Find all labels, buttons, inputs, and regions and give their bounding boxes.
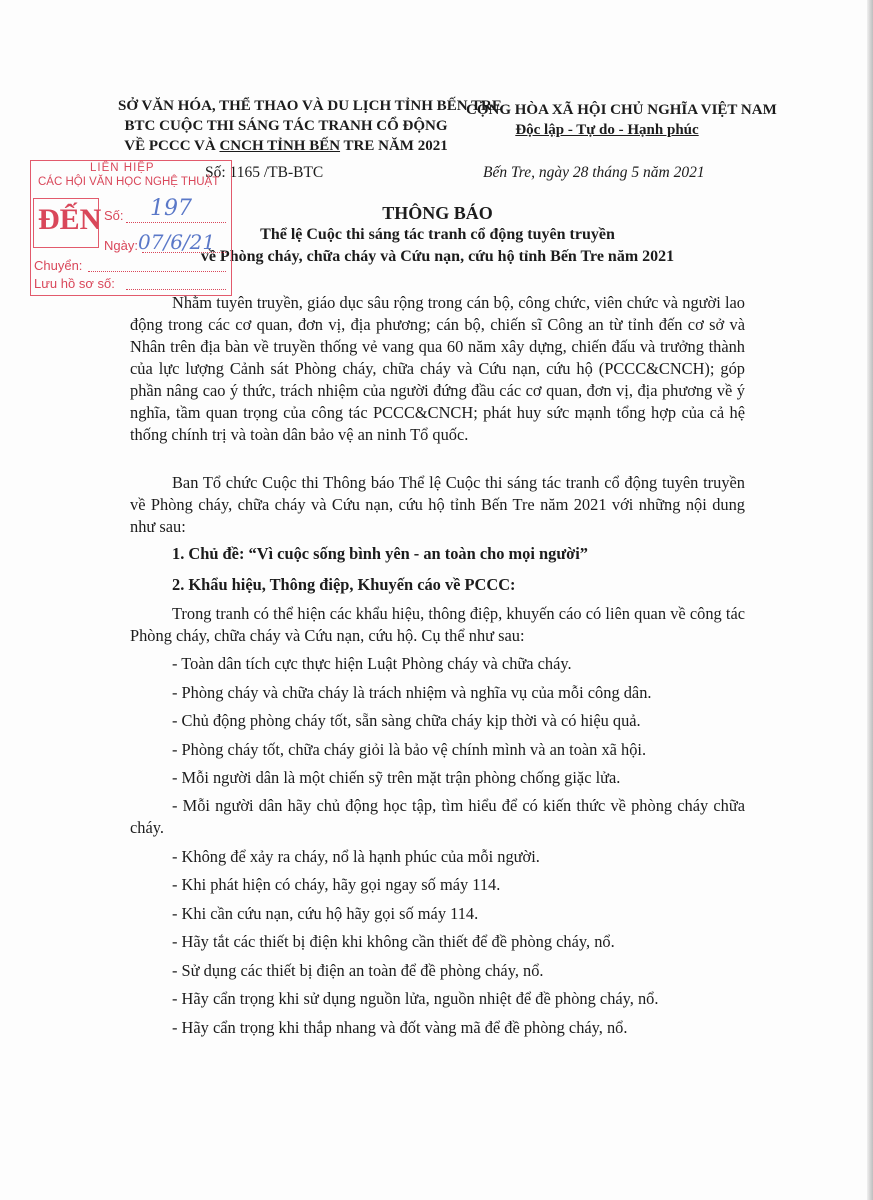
document-number: Số: 1165 /TB-BTC <box>205 164 324 181</box>
document-title: THÔNG BÁO <box>382 203 493 223</box>
page-edge-shadow <box>867 0 873 1200</box>
slogan-list-item: - Phòng cháy và chữa cháy là trách nhiệm và nghĩa vụ của mỗi công dân. <box>172 683 652 702</box>
slogan-list-item: - Chủ động phòng cháy tốt, sẵn sàng chữa cháy kịp thời và có hiệu quả. <box>172 711 641 730</box>
stamp-so-label: Số: <box>104 208 124 223</box>
slogan-list-item: - Hãy tắt các thiết bị điện khi không cần thiết để đề phòng cháy, nổ. <box>172 932 615 951</box>
slogan-list-item: - Không để xảy ra cháy, nổ là hạnh phúc của mỗi người. <box>172 847 540 866</box>
stamp-ngay-value: 07/6/21 <box>138 230 216 254</box>
national-motto: Độc lập - Tự do - Hạnh phúc <box>515 122 699 138</box>
document-subtitle-2: về Phòng cháy, chữa cháy và Cứu nạn, cứu hộ tỉnh Bến Tre năm 2021 <box>200 248 675 265</box>
stamp-org-line1: LIÊN HIỆP <box>90 162 155 174</box>
intro-paragraph: Nhằm tuyên truyền, giáo dục sâu rộng trong cán bộ, công chức, viên chức và người lao động trong các cơ quan, đơn vị, địa phương; cán bộ, chiến sĩ Công an từ tỉnh đến cơ sở và Nhân trên địa bàn về truyền thống vẻ vang qua 60 năm xây dựng, chiến đấu và trưởng thành của lực lượng Cảnh sát Phòng cháy, chữa cháy và Cứu nạn, cứu hộ (PCCC&CNCH); góp phần nâng cao ý thức, trách nhiệm của người đứng đầu các cơ quan, đơn vị, địa phương về ý nghĩa, tầm quan trọng của công tác PCCC&CNCH; phát huy sức mạnh tổng hợp của cả hệ thống chính trị và toàn dân bảo vệ an ninh Tổ quốc. <box>130 293 745 444</box>
section-slogans-heading: 2. Khẩu hiệu, Thông điệp, Khuyến cáo về PCCC: <box>172 575 516 594</box>
slogan-list-item: - Hãy cẩn trọng khi thắp nhang và đốt vàng mã để đề phòng cháy, nổ. <box>172 1018 628 1037</box>
slogan-list-item: - Hãy cẩn trọng khi sử dụng nguồn lửa, nguồn nhiệt để đề phòng cháy, nổ. <box>172 989 659 1008</box>
stamp-den-label: ĐẾN <box>38 203 102 236</box>
agency-name: SỞ VĂN HÓA, THỂ THAO VÀ DU LỊCH TỈNH BẾN TRE <box>118 98 502 114</box>
slogan-list-item: - Mỗi người dân là một chiến sỹ trên mặt trận phòng chống giặc lửa. <box>172 768 621 787</box>
header-left <box>118 96 502 156</box>
issue-date: Bến Tre, ngày 28 tháng 5 năm 2021 <box>483 164 705 181</box>
slogan-list-item: - Sử dụng các thiết bị điện an toàn để đề phòng cháy, nổ. <box>172 961 544 980</box>
document-subtitle-1: Thể lệ Cuộc thi sáng tác tranh cổ động tuyên truyền <box>260 226 615 243</box>
stamp-org-line2: CÁC HỘI VĂN HỌC NGHỆ THUẬT <box>38 176 220 188</box>
country-name: CỘNG HÒA XÃ HỘI CHỦ NGHĨA VIỆT NAM <box>466 102 777 118</box>
slogan-list-item: - Khi cần cứu nạn, cứu hộ hãy gọi số máy 114. <box>172 904 479 923</box>
stamp-so-value: 197 <box>150 196 192 221</box>
committee-name-line2: VỀ PCCC VÀ CNCH TỈNH BẾN TRE NĂM 2021 <box>124 138 448 154</box>
header-right <box>466 100 777 140</box>
stamp-chuyen-label: Chuyển: <box>34 258 83 273</box>
slogan-list-item: - Phòng cháy tốt, chữa cháy giỏi là bảo vệ chính mình và an toàn xã hội. <box>172 740 647 759</box>
slogans-intro-paragraph: Trong tranh có thể hiện các khẩu hiệu, thông điệp, khuyến cáo có liên quan về công tác Phòng cháy, chữa cháy và Cứu nạn, cứu hộ. Cụ thể như sau: <box>130 604 745 645</box>
announcement-paragraph: Ban Tổ chức Cuộc thi Thông báo Thể lệ Cuộc thi sáng tác tranh cổ động tuyên truyền về Phòng cháy, chữa cháy và Cứu nạn, cứu hộ tỉnh Bến Tre năm 2021 với những nội dung như sau: <box>130 473 745 536</box>
stamp-luu-label: Lưu hồ sơ số: <box>34 276 115 291</box>
received-stamp <box>30 160 235 300</box>
section-theme-heading: 1. Chủ đề: “Vì cuộc sống bình yên - an toàn cho mọi người” <box>172 544 588 563</box>
slogan-list-item: - Khi phát hiện có cháy, hãy gọi ngay số máy 114. <box>172 875 501 894</box>
slogan-list-item: - Toàn dân tích cực thực hiện Luật Phòng cháy và chữa cháy. <box>172 654 572 673</box>
slogan-list-item: - Mỗi người dân hãy chủ động học tập, tìm hiểu để có kiến thức về phòng cháy chữa cháy. <box>130 796 745 837</box>
stamp-ngay-label: Ngày: <box>104 238 138 253</box>
committee-name: BTC CUỘC THI SÁNG TÁC TRANH CỔ ĐỘNG <box>124 118 448 134</box>
